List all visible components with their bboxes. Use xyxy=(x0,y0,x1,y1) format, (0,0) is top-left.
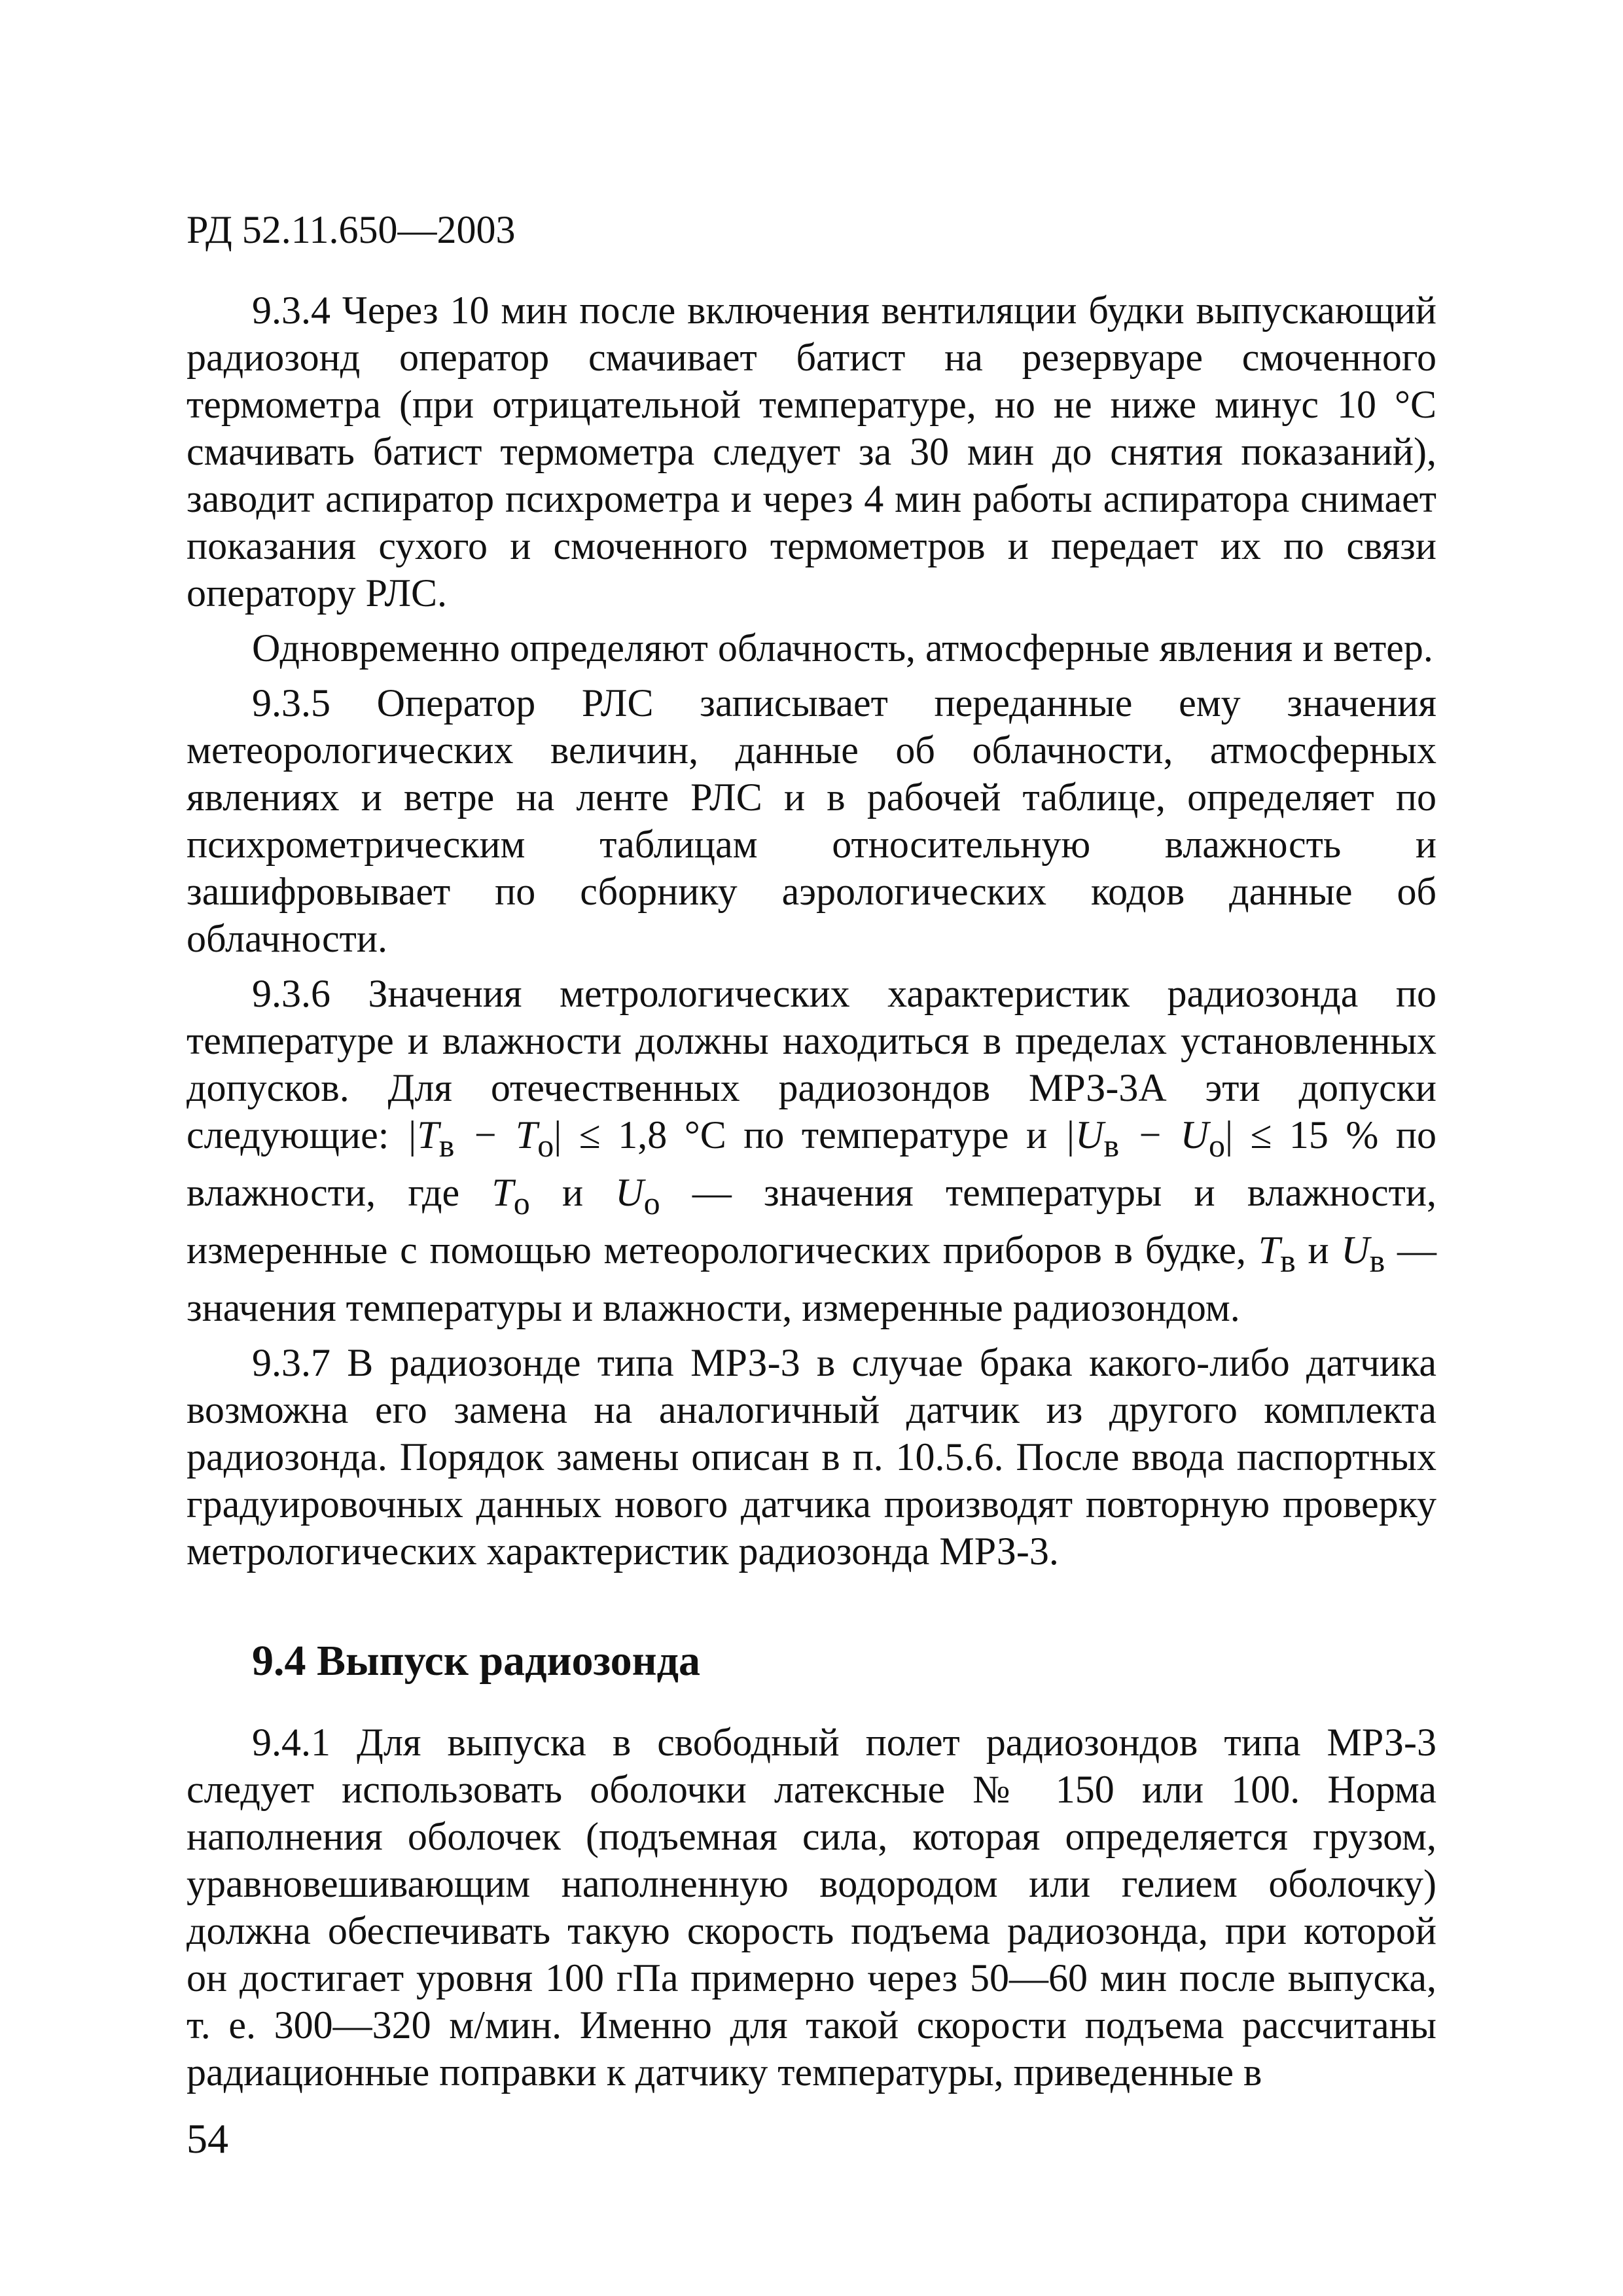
subscript: о xyxy=(1208,1127,1225,1164)
subscript: в xyxy=(438,1127,455,1164)
subscript: о xyxy=(513,1185,530,1221)
paragraph-9-3-7: 9.3.7 В радиозонде типа МРЗ-3 в случае брака какого-либо датчика возможна его замена на аналогичный датчик из другого комплекта радиозонда. Порядок замены описан в п. 10.5.6. После ввода паспортных градуировочных данных нового датчика производят повторную проверку метрологических характеристик радиозонда МРЗ-3. xyxy=(187,1341,1436,1573)
subscript: в xyxy=(1369,1242,1385,1279)
paragraph-simultaneous: Одновременно определяют облачность, атмосферные явления и ветер. xyxy=(252,626,1433,670)
text-fragment: где xyxy=(376,1171,492,1214)
text-fragment: — значения температуры и влажности, измеренные радиозондом. xyxy=(187,1229,1437,1329)
tolerance-intro: 9.3.6 Значения метрологических характеристик радиозонда по температуре и влажности должны находиться в пределах установленных допусков. Для отечественных радиозондов МРЗ-3А эти допуски следующие: xyxy=(187,972,1436,1157)
section-heading-9-4: 9.4 Выпуск радиозонда xyxy=(252,1637,701,1685)
page-number: 54 xyxy=(187,2115,228,2162)
temperature-tolerance: | ≤ 1,8 °C по температуре и xyxy=(554,1113,1065,1157)
paragraph-9-3-6 xyxy=(187,970,1436,1331)
subscript: в xyxy=(1280,1242,1296,1279)
subscript: о xyxy=(643,1185,660,1221)
symbol-t0: T xyxy=(491,1171,514,1214)
text-fragment: и xyxy=(1295,1229,1342,1272)
text-fragment: и xyxy=(529,1171,616,1214)
symbol-u0: U xyxy=(615,1171,644,1214)
paragraph-9-4-1: 9.4.1 Для выпуска в свободный полет радиозондов типа МРЗ-3 следует использовать оболочки латексные № 150 или 100. Норма наполнения оболочек (подъемная сила, которая определяется грузом, уравновешивающим наполненную водородом или гелием оболочку) должна обеспечивать такую скорость подъема радиозонда, при которой он достигает уровня 100 гПа примерно через 50—60 мин после выпуска, т. е. 300—320 м/мин. Именно для такой скорости подъема рассчитаны радиационные поправки к датчику температуры, приведенные в xyxy=(187,1721,1436,2094)
text-fragment: — значения температуры и влажности, измеренные с помощью метеорологических приборов в будке, xyxy=(187,1171,1436,1272)
body-text xyxy=(187,287,1436,2096)
document-code: РД 52.11.650—2003 xyxy=(187,208,516,251)
formula-part: − U xyxy=(1119,1113,1209,1157)
subscript: о xyxy=(537,1127,554,1164)
formula-humidity: |U xyxy=(1064,1113,1104,1157)
formula-part: − T xyxy=(454,1113,538,1157)
paragraph-9-3-4: 9.3.4 Через 10 мин после включения вентиляции будки выпускающий радиозонд оператор смачивает батист на резервуаре смоченного термометра (при отрицательной температуре, но не ниже минус 10 °C смачивать батист термометра следует за 30 мин до снятия показаний), заводит аспиратор психрометра и через 4 мин работы аспиратора снимает показания сухого и смоченного термометров и передает их по связи оператору РЛС. xyxy=(187,289,1436,615)
paragraph-9-3-5: 9.3.5 Оператор РЛС записывает переданные ему значения метеорологических величин, данные об облачности, атмосферных явлениях и ветре на ленте РЛС и в рабочей таблице, определяет по психрометрическим таблицам относительную влажность и зашифровывает по сборнику аэрологических кодов данные об облачности. xyxy=(187,681,1436,960)
symbol-uv: U xyxy=(1341,1229,1370,1272)
formula-temperature: |T xyxy=(406,1113,439,1157)
humidity-tolerance: | ≤ 15 % по влажности, xyxy=(187,1113,1437,1214)
symbol-tv: T xyxy=(1258,1229,1281,1272)
subscript: в xyxy=(1103,1127,1120,1164)
